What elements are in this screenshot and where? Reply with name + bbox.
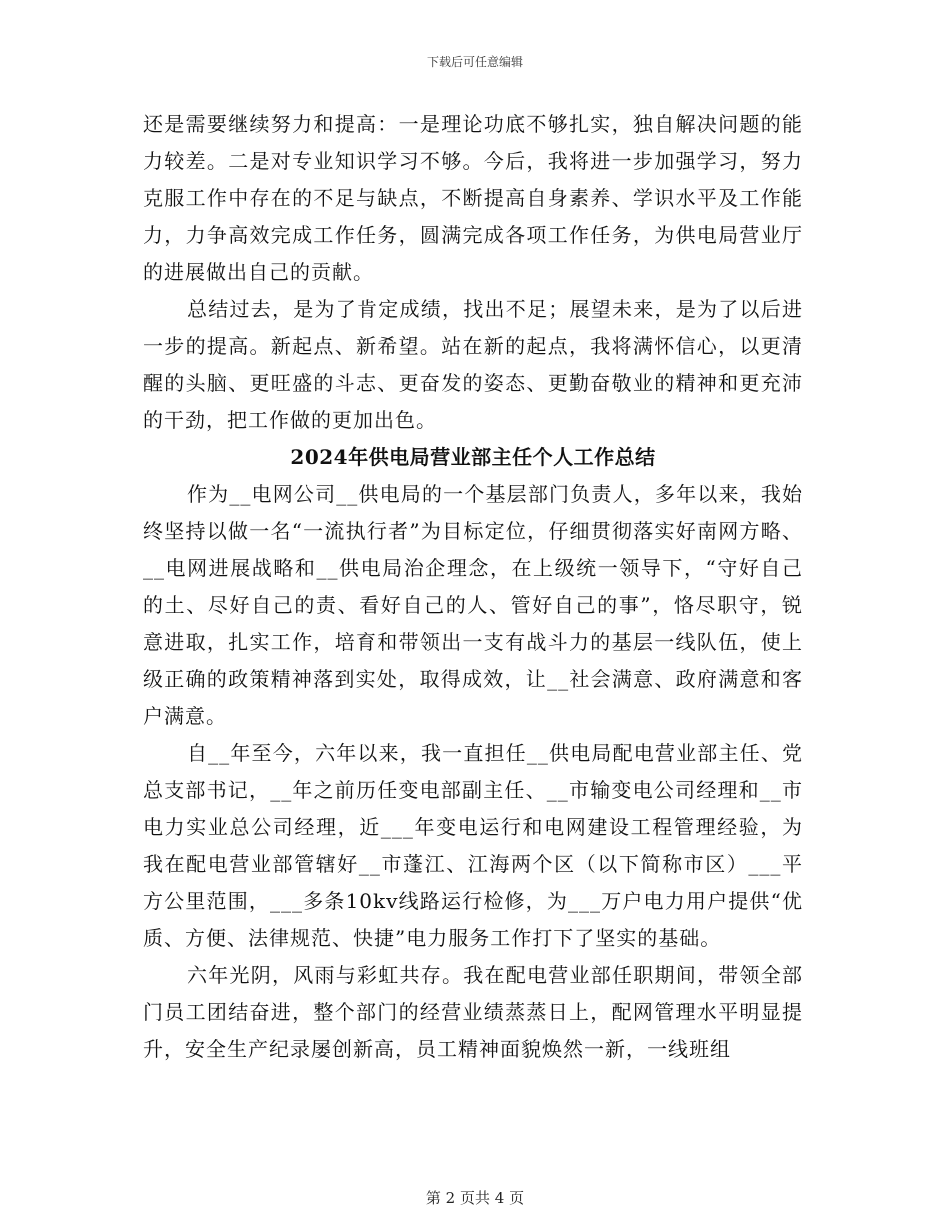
paragraph-experience: 自__年至今，六年以来，我一直担任__供电局配电营业部主任、党总支部书记，__年之前历任变电部副主任、__市输变电公司经理和__市电力实业总公司经理，近___年变电运行和电网建设工程管理经验，为我在配电营业部管辖好__市蓬江、江海两个区（以下简称市区）___平方公里范围，___多条10kv线路运行检修，为___万户电力用户提供“优质、方便、法律规范、快捷”电力服务工作打下了坚实的基础。 <box>143 741 803 950</box>
page-header: 下载后可任意编辑 <box>426 55 523 69</box>
paragraph-intro: 作为__电网公司__供电局的一个基层部门负责人，多年以来，我始终坚持以做一名“一流执行者”为目标定位，仔细贯彻落实好南网方略、__电网进展战略和__供电局治企理念，在上级统一领导下，“守好自己的土、尽好自己的责、看好自己的人、管好自己的事”，恪尽职守，锐意进取，扎实工作，培育和带领出一支有战斗力的基层一线队伍，使上级正确的政策精神落到实处，取得成效，让__社会满意、政府满意和客户满意。 <box>143 482 803 728</box>
paragraph-summary: 总结过去，是为了肯定成绩，找出不足；展望未来，是为了以后进一步的提高。新起点、新希望。站在新的起点，我将满怀信心，以更清醒的头脑、更旺盛的斗志、更奋发的姿态、更勤奋敬业的精神和更充沛的干劲，把工作做的更加出色。 <box>143 297 803 432</box>
document-body <box>143 106 803 1068</box>
page-footer: 第 2 页共 4 页 <box>425 1189 525 1207</box>
paragraph-achievements: 六年光阴，风雨与彩虹共存。我在配电营业部任职期间，带领全部门员工团结奋进，整个部门的经营业绩蒸蒸日上，配网管理水平明显提升，安全生产纪录屡创新高，员工精神面貌焕然一新，一线班组 <box>143 963 803 1061</box>
section-title: 2024年供电局营业部主任个人工作总结 <box>290 445 656 469</box>
paragraph-continuation: 还是需要继续努力和提高：一是理论功底不够扎实，独自解决问题的能力较差。二是对专业知识学习不够。今后，我将进一步加强学习，努力克服工作中存在的不足与缺点，不断提高自身素养、学识水平及工作能力，力争高效完成工作任务，圆满完成各项工作任务，为供电局营业厅的进展做出自己的贡献。 <box>143 112 803 284</box>
